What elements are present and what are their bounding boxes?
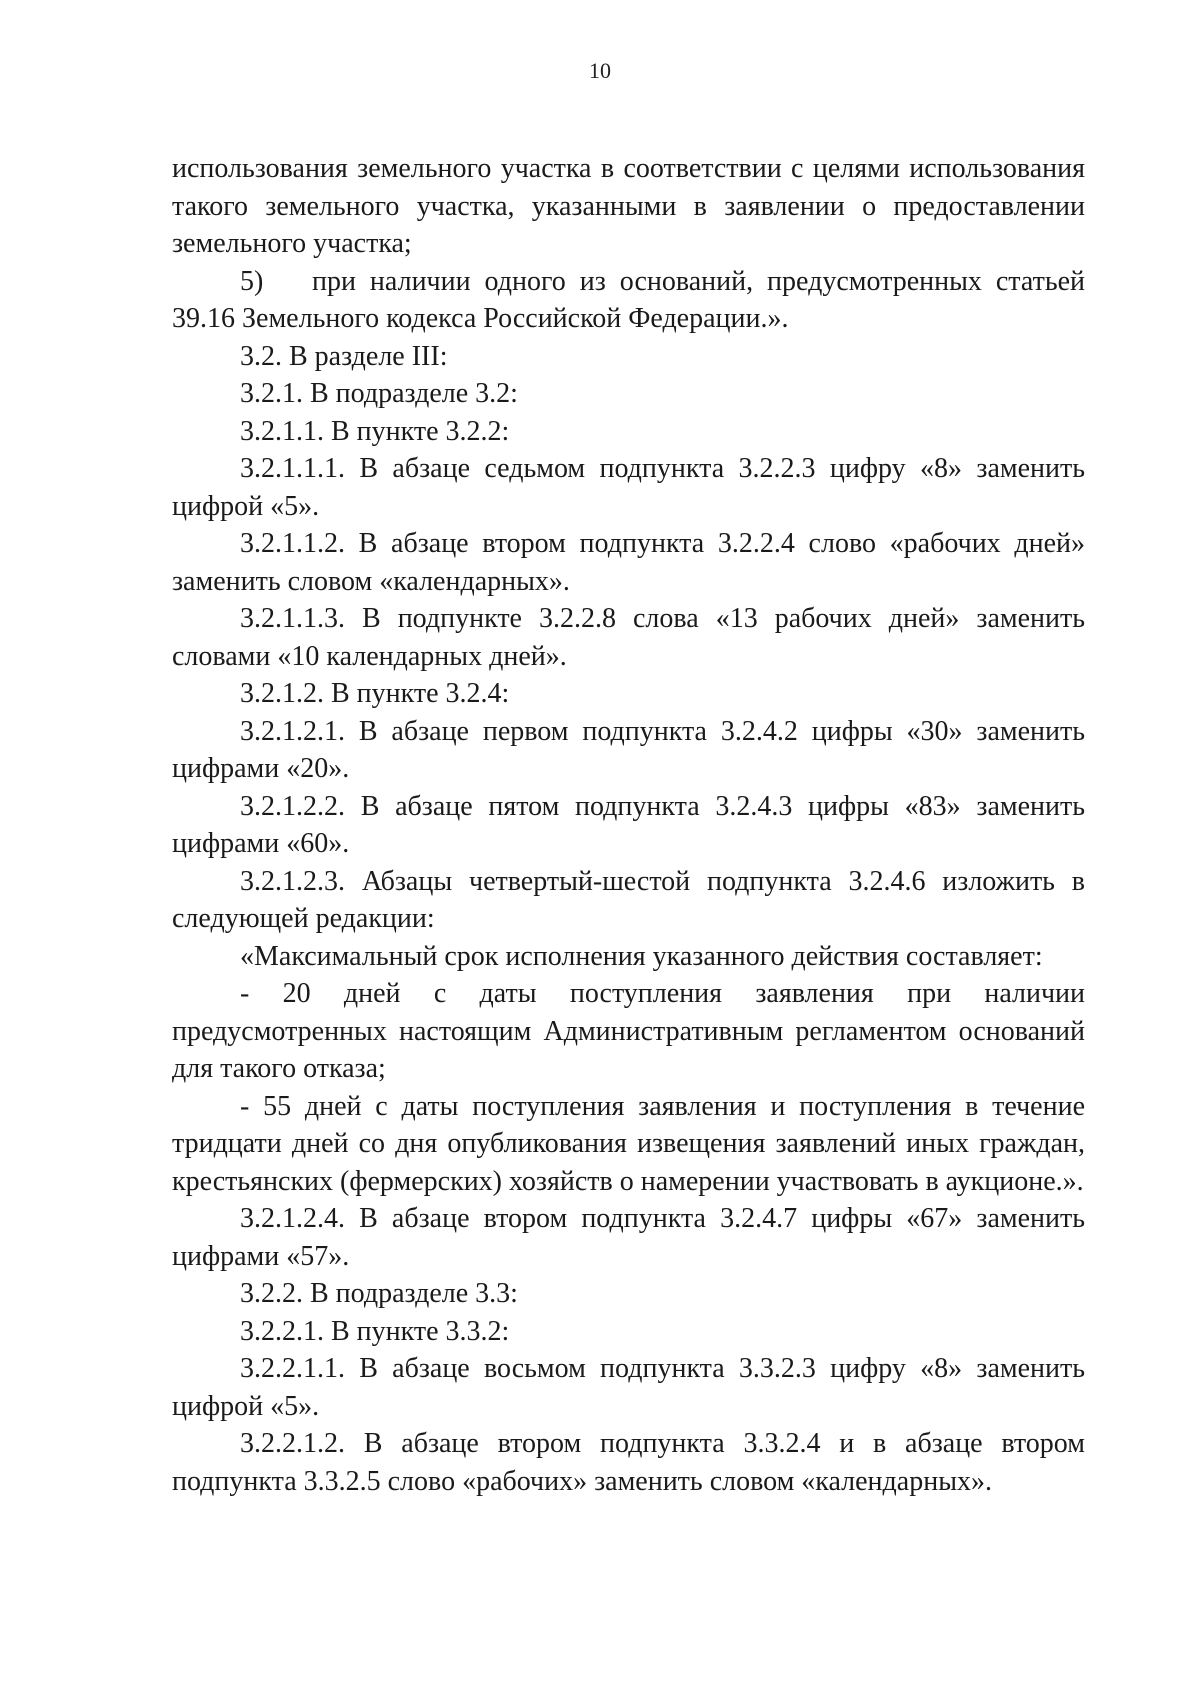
paragraph-3-2-2-1: 3.2.2.1. В пункте 3.3.2: — [240, 1315, 510, 1347]
paragraph-3-2-2-1-1: 3.2.2.1.1. В абзаце восьмом подпункта 3.3.2.3 цифру «8» заменить цифрой «5». — [172, 1353, 1085, 1422]
paragraph-3-2-1-2-1: 3.2.1.2.1. В абзаце первом подпункта 3.2.4.2 цифры «30» заменить цифрами «20». — [172, 715, 1085, 784]
paragraph-item-5 — [172, 263, 1085, 338]
paragraph-3-2-1-1-3: 3.2.1.1.3. В подпункте 3.2.2.8 слова «13 рабочих дней» заменить словами «10 календарных дней». — [172, 603, 1085, 672]
paragraph-3-2-1-2-2: 3.2.1.2.2. В абзаце пятом подпункта 3.2.4.3 цифры «83» заменить цифрами «60». — [172, 790, 1085, 859]
page-number: 10 — [589, 58, 611, 83]
item-text: при наличии одного из оснований, предусмотренных статьей 39.16 Земельного кодекса Российской Федерации.». — [172, 265, 1085, 334]
paragraph-quote-intro: «Максимальный срок исполнения указанного действия составляет: — [240, 940, 1043, 972]
paragraph-3-2-1-1-1: 3.2.1.1.1. В абзаце седьмом подпункта 3.2.2.3 цифру «8» заменить цифрой «5». — [172, 453, 1085, 522]
paragraph-3-2-1-2-4: 3.2.1.2.4. В абзаце втором подпункта 3.2.4.7 цифры «67» заменить цифрами «57». — [172, 1203, 1085, 1272]
paragraph-continuation: использования земельного участка в соответствии с целями использования такого земельного участка, указанными в заявлении о предоставлении земельного участка; — [172, 153, 1085, 259]
paragraph-3-2-2: 3.2.2. В подразделе 3.3: — [240, 1278, 518, 1309]
paragraph-quote-item-1: - 20 дней с даты поступления заявления при наличии предусмотренных настоящим Административным регламентом оснований для такого отказа; — [172, 978, 1085, 1084]
document-body — [172, 150, 1085, 1500]
paragraph-3-2-2-1-2: 3.2.2.1.2. В абзаце втором подпункта 3.3.2.4 и в абзаце втором подпункта 3.3.2.5 слово «рабочих» заменить словом «календарных». — [172, 1428, 1085, 1497]
paragraph-3-2-1-1: 3.2.1.1. В пункте 3.2.2: — [240, 415, 510, 447]
paragraph-3-2-1-2-3: 3.2.1.2.3. Абзацы четвертый-шестой подпункта 3.2.4.6 изложить в следующей редакции: — [172, 865, 1085, 934]
paragraph-3-2-1-1-2: 3.2.1.1.2. В абзаце втором подпункта 3.2.2.4 слово «рабочих дней» заменить словом «календарных». — [172, 528, 1085, 597]
paragraph-3-2: 3.2. В разделе III: — [240, 340, 448, 372]
paragraph-3-2-1-2: 3.2.1.2. В пункте 3.2.4: — [240, 678, 510, 709]
paragraph-quote-item-2: - 55 дней с даты поступления заявления и поступления в течение тридцати дней со дня опубликования извещения заявлений иных граждан, крестьянских (фермерских) хозяйств о намерении участвовать в аукционе.». — [172, 1090, 1085, 1197]
paragraph-3-2-1: 3.2.1. В подразделе 3.2: — [240, 378, 518, 409]
item-number: 5) — [240, 265, 264, 297]
